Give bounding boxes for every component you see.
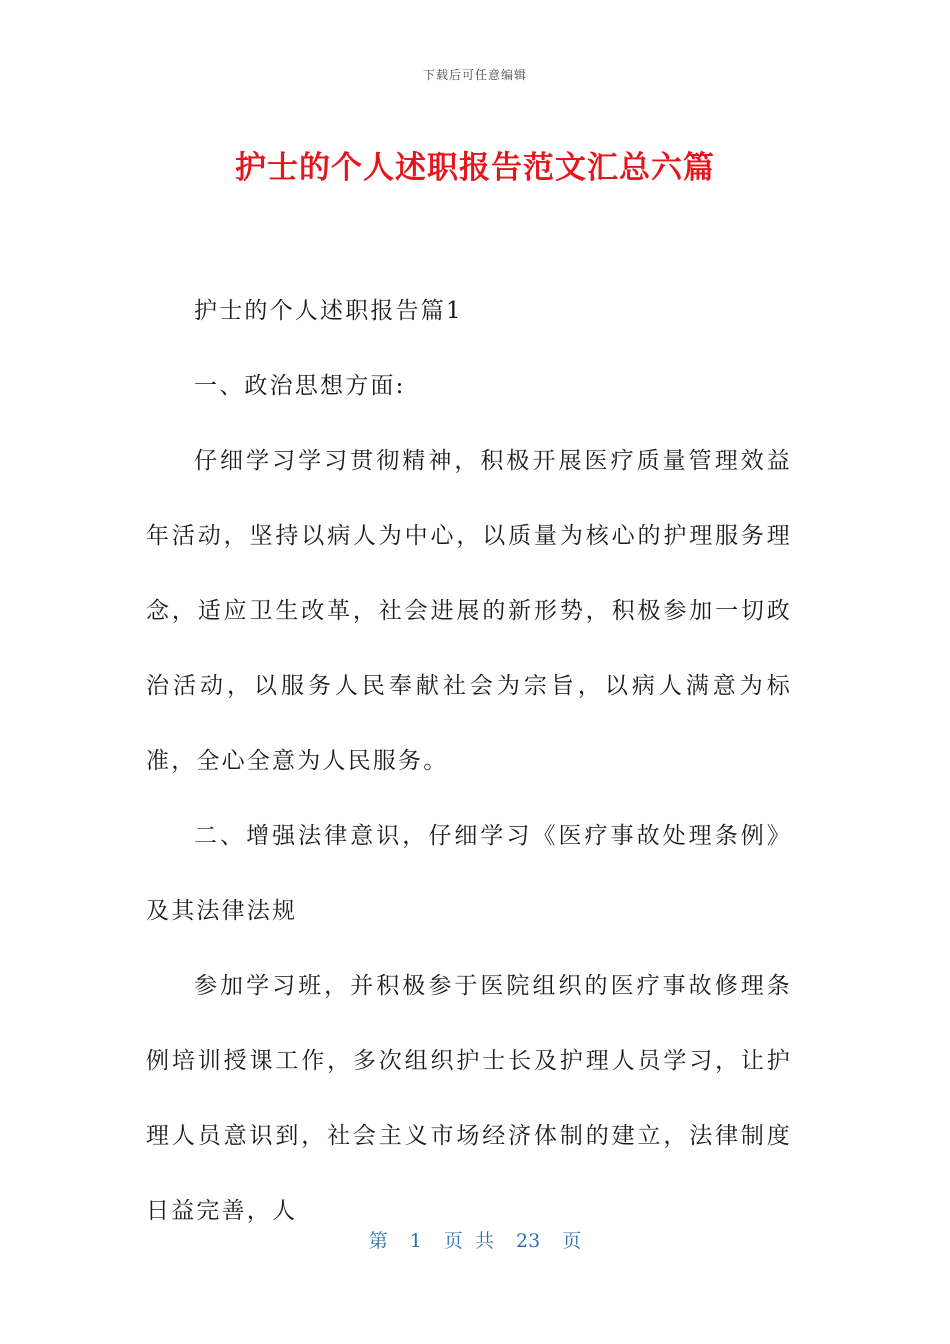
section-heading: 护士的个人述职报告篇1 (194, 298, 463, 324)
page-total: 23 (516, 1230, 541, 1252)
page-label-prefix: 第 (368, 1230, 388, 1252)
header-note: 下载后可任意编辑 (422, 68, 527, 82)
page-label-mid: 页 共 (443, 1230, 494, 1252)
page-number (0, 1226, 950, 1253)
body-paragraph: 参加学习班，并积极参于医院组织的医疗事故修理条例培训授课工作，多次组织护士长及护理人员学习，让护理人员意识到，社会主义市场经济体制的建立，法律制度日益完善，人 (146, 973, 792, 1224)
document-body (146, 274, 792, 1249)
subsection-heading: 一、政治思想方面: (194, 373, 406, 399)
page-current: 1 (409, 1230, 422, 1252)
body-paragraph: 仔细学习学习贯彻精神，积极开展医疗质量管理效益年活动，坚持以病人为中心，以质量为核心的护理服务理念，适应卫生改革，社会进展的新形势，积极参加一切政治活动，以服务人民奉献社会为宗旨，以病人满意为标准，全心全意为人民服务。 (146, 448, 792, 774)
document-title: 护士的个人述职报告范文汇总六篇 (235, 150, 715, 186)
subsection-heading: 二、增强法律意识，仔细学习《医疗事故处理条例》及其法律法规 (146, 823, 792, 924)
page-label-suffix: 页 (562, 1230, 582, 1252)
